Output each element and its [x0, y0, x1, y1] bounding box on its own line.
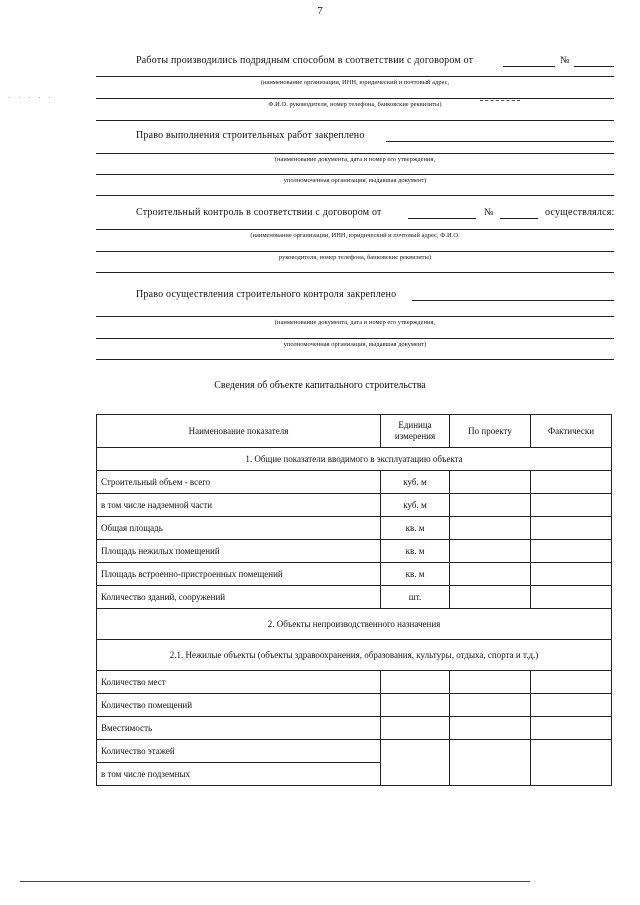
scan-artifact: [480, 100, 520, 101]
table-row: [97, 563, 612, 586]
actual-value-cell[interactable]: [531, 563, 612, 586]
row-label: Количество зданий, сооружений: [97, 586, 381, 609]
control-exercised-label: осуществлялся:: [545, 207, 615, 218]
project-value-cell[interactable]: [450, 563, 531, 586]
actual-value-cell[interactable]: [531, 517, 612, 540]
group-general-indicators: 1. Общие показатели вводимого в эксплуатацию объекта: [97, 448, 612, 471]
construction-right-line-2[interactable]: [96, 174, 614, 175]
row-label: Общая площадь: [97, 517, 381, 540]
table-row: [97, 694, 612, 717]
unit-cell[interactable]: [381, 694, 450, 717]
actual-value-cell[interactable]: [531, 586, 612, 609]
actual-value-cell[interactable]: [531, 540, 612, 563]
footer-rule: [20, 881, 530, 882]
actual-value-cell[interactable]: [531, 740, 612, 786]
contractor-caption-1: (наименование организации, ИНН, юридический и почтовый адрес,: [260, 79, 450, 86]
table-row: [97, 671, 612, 694]
page-number: 7: [317, 5, 323, 17]
actual-value-cell[interactable]: [531, 494, 612, 517]
construction-right-caption-2: уполномоченная организация, выдавшая документ): [283, 177, 427, 184]
contractor-line-3[interactable]: [96, 120, 614, 121]
control-right-caption-1: (наименование документа, дата и номер его утверждения,: [274, 319, 436, 326]
contractor-line-1[interactable]: [96, 76, 614, 77]
contract-number-sign: №: [560, 55, 570, 66]
row-label: Количество помещений: [97, 694, 381, 717]
object-info-table: [96, 414, 612, 786]
table-row: [97, 540, 612, 563]
unit-cell[interactable]: [381, 740, 450, 786]
control-right-line-2[interactable]: [96, 338, 614, 339]
row-unit: куб. м: [381, 471, 450, 494]
row-unit: шт.: [381, 586, 450, 609]
control-right-caption-2: уполномоченная организация, выдавшая документ): [283, 341, 427, 348]
contractor-caption-2: Ф.И.О. руководителя, номер телефона, банковские реквизиты): [268, 101, 442, 108]
works-contract-label: Работы производились подрядным способом в соответствии с договором от: [136, 55, 474, 66]
row-label: в том числе надземной части: [97, 494, 381, 517]
table-row: [97, 494, 612, 517]
control-org-caption-2: руководителя, номер телефона, банковские реквизиты): [278, 254, 432, 261]
project-value-cell[interactable]: [450, 740, 531, 786]
row-label: Количество мест: [97, 671, 381, 694]
contract-date-blank[interactable]: [503, 66, 555, 67]
control-right-line-3[interactable]: [96, 359, 614, 360]
table-row: [97, 717, 612, 740]
group-non-production: 2. Объекты непроизводственного назначения: [97, 609, 612, 640]
contractor-line-2[interactable]: [96, 98, 614, 99]
control-org-line-2[interactable]: [96, 251, 614, 252]
project-value-cell[interactable]: [450, 717, 531, 740]
header-actual: Фактически: [531, 415, 612, 448]
project-value-cell[interactable]: [450, 517, 531, 540]
header-project: По проекту: [450, 415, 531, 448]
construction-right-caption-1: (наименование документа, дата и номер его утверждения,: [274, 156, 436, 163]
row-label: Строительный объем - всего: [97, 471, 381, 494]
project-value-cell[interactable]: [450, 494, 531, 517]
control-contract-label: Строительный контроль в соответствии с договором от: [136, 207, 382, 218]
actual-value-cell[interactable]: [531, 471, 612, 494]
header-indicator: Наименование показателя: [97, 415, 381, 448]
control-right-label: Право осуществления строительного контроля закреплено: [136, 289, 397, 300]
row-unit: куб. м: [381, 494, 450, 517]
project-value-cell[interactable]: [450, 586, 531, 609]
construction-right-label: Право выполнения строительных работ закреплено: [136, 130, 365, 141]
header-unit: Единица измерения: [381, 415, 450, 448]
project-value-cell[interactable]: [450, 671, 531, 694]
construction-right-line-1[interactable]: [96, 153, 614, 154]
table-row: [97, 740, 612, 763]
control-org-caption-1: (наименование организации, ИНН, юридический и почтовый адрес, Ф.И.О.: [250, 232, 460, 239]
construction-right-blank[interactable]: [386, 141, 614, 142]
control-number-sign: №: [484, 207, 494, 218]
scan-specks: · · · · ·: [8, 94, 54, 102]
table-row: [97, 517, 612, 540]
table-row: [97, 471, 612, 494]
actual-value-cell[interactable]: [531, 671, 612, 694]
unit-cell[interactable]: [381, 717, 450, 740]
control-number-blank[interactable]: [500, 218, 538, 219]
row-unit: кв. м: [381, 540, 450, 563]
actual-value-cell[interactable]: [531, 717, 612, 740]
project-value-cell[interactable]: [450, 694, 531, 717]
row-label: Площадь встроенно-пристроенных помещений: [97, 563, 381, 586]
contract-number-blank[interactable]: [574, 66, 614, 67]
row-unit: кв. м: [381, 517, 450, 540]
row-label: Вместимость: [97, 717, 381, 740]
row-label: в том числе подземных: [97, 763, 381, 786]
control-org-line-3[interactable]: [96, 272, 614, 273]
project-value-cell[interactable]: [450, 471, 531, 494]
unit-cell[interactable]: [381, 671, 450, 694]
row-label: Количество этажей: [97, 740, 381, 763]
project-value-cell[interactable]: [450, 540, 531, 563]
control-right-blank[interactable]: [412, 300, 614, 301]
row-label: Площадь нежилых помещений: [97, 540, 381, 563]
control-right-line-1[interactable]: [96, 316, 614, 317]
control-org-line-1[interactable]: [96, 229, 614, 230]
construction-right-line-3[interactable]: [96, 195, 614, 196]
group-non-residential: 2.1. Нежилые объекты (объекты здравоохранения, образования, культуры, отдыха, спорта и т.д.): [97, 640, 612, 671]
table-row: [97, 586, 612, 609]
row-unit: кв. м: [381, 563, 450, 586]
table-title: Сведения об объекте капитального строительства: [214, 380, 426, 391]
control-date-blank[interactable]: [408, 218, 476, 219]
actual-value-cell[interactable]: [531, 694, 612, 717]
